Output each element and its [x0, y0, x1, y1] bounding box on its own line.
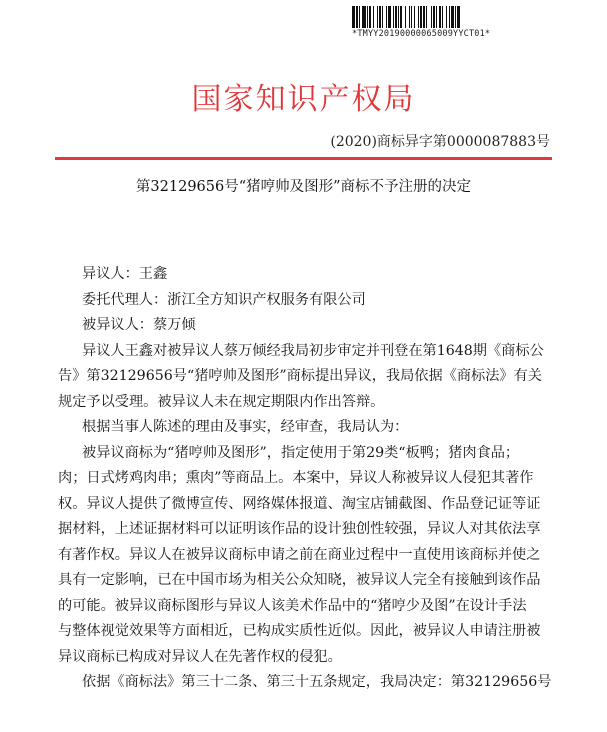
paragraph-line: 有著作权。异议人在被异议商标申请之前在商业过程中一直使用该商标并使之	[58, 546, 541, 563]
paragraph-findings	[58, 441, 555, 671]
decision-subject: 第32129656号“猪哼帅及图形”商标不予注册的决定	[135, 179, 472, 195]
barcode-block	[352, 6, 547, 38]
paragraph-line: 规定予以受理。被异议人未在规定期限内作出答辩。	[58, 393, 385, 410]
paragraph-line: 告》第32129656号“猪哼帅及图形”商标提出异议，我局依据《商标法》有关	[58, 368, 542, 384]
paragraph-line: 异议人王鑫对被异议人蔡万倾经我局初步审定并刊登在第1648期《商标公	[82, 342, 544, 359]
paragraph-line: 肉；日式烤鸡肉串；熏肉”等商品上。本案中，异议人称被异议人侵犯其著作	[58, 470, 534, 486]
agent-line: 委托代理人：浙江全方知识产权服务有限公司	[82, 291, 366, 308]
paragraph-line: 的可能。被异议商标图形与异议人该美术作品中的“猪哼少及图”在设计手法	[58, 597, 527, 614]
opponent-line: 异议人：王鑫	[82, 266, 168, 282]
paragraph-line: 依据《商标法》第三十二条、第三十五条规定，我局决定：第32129656号	[82, 674, 552, 690]
respondent-line: 被异议人：蔡万倾	[82, 317, 196, 333]
paragraph-line: 具有一定影响，已在中国市场为相关公众知晓，被异议人完全有接触到该作品	[58, 572, 541, 588]
paragraph-line: 与整体视觉效果等方面相近，已构成实质性近似。因此，被异议人申请注册被	[58, 623, 541, 639]
document-body	[58, 262, 555, 696]
paragraph-line: 根据当事人陈述的理由及事实，经审查，我局认为：	[82, 419, 409, 435]
barcode-number: *TMYY20190000065009YYCT01*	[352, 29, 491, 39]
paragraph-line: 被异议商标为“猪哼帅及图形”，指定使用于第29类“板鸭；猪肉食品；	[82, 444, 520, 461]
agency-title: 国家知识产权局	[191, 82, 416, 117]
paragraph-line: 据材料，上述证据材料可以证明该作品的设计独创性较强，异议人对其依法享	[58, 521, 541, 537]
paragraph-line: 权。异议人提供了微博宣传、网络媒体报道、淘宝店铺截图、作品登记证等证	[58, 495, 541, 512]
paragraph-decision	[58, 670, 555, 696]
paragraph-opposition	[58, 339, 555, 416]
document-number: (2020)商标异字第0000087883号	[330, 134, 550, 150]
red-divider-line	[55, 157, 552, 160]
barcode-image	[352, 6, 547, 28]
paragraph-review-intro	[58, 415, 555, 441]
paragraph-line: 异议商标已构成对异议人在先著作权的侵犯。	[58, 648, 342, 665]
